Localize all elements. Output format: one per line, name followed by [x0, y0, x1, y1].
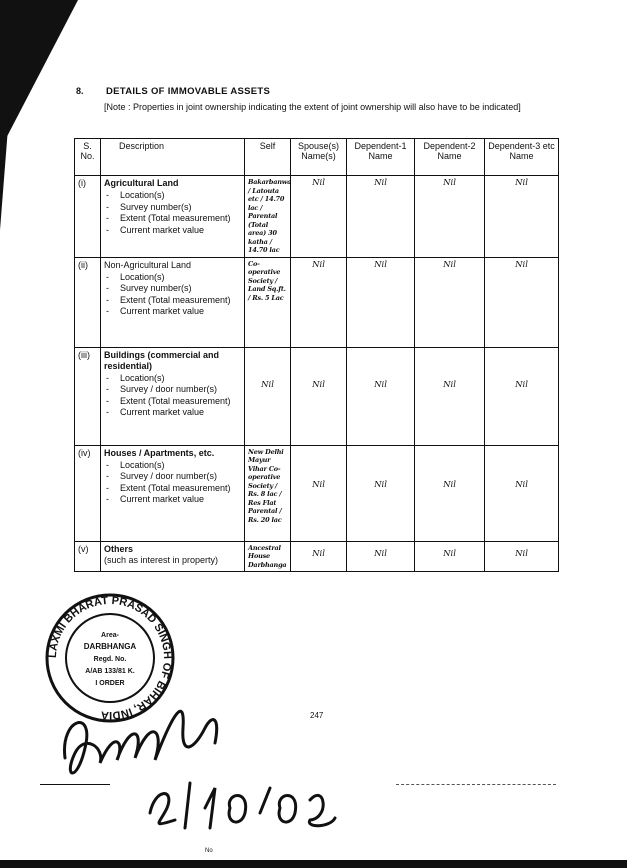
signature-line-right — [396, 784, 556, 785]
table-row — [75, 347, 559, 445]
dependent-3-value: Nil — [485, 176, 559, 258]
row-description — [101, 347, 245, 445]
sub-item: - Location(s) — [104, 373, 241, 385]
row-heading: Others — [104, 543, 134, 554]
seal-line: Regd. No. — [93, 656, 127, 663]
row-description — [101, 176, 245, 258]
row-number: (v) — [75, 541, 101, 572]
table-row — [75, 445, 559, 541]
section-title: DETAILS OF IMMOVABLE ASSETS — [106, 86, 271, 97]
signature-stroke — [65, 711, 217, 773]
dependent-2-value: Nil — [415, 176, 485, 258]
header-sno: S. No. — [75, 139, 101, 176]
dependent-3-value: Nil — [485, 257, 559, 347]
seal-line: DARBHANGA — [83, 642, 137, 651]
seal-line: A/AB 133/81 K. — [85, 668, 135, 675]
row-number: (i) — [75, 176, 101, 258]
dependent-2-value: Nil — [415, 257, 485, 347]
self-value: Co-operative Society / Land Sq.ft. / Rs. 5 Lac — [245, 257, 291, 347]
scan-edge-shadow — [0, 0, 18, 230]
seal-outer-text: LAXMI BHARAT PRASAD SINGH OF BIHAR, INDIA — [46, 594, 174, 722]
dependent-1-value: Nil — [347, 445, 415, 541]
spouse-value: Nil — [291, 445, 347, 541]
table-row — [75, 176, 559, 258]
header-self: Self — [245, 139, 291, 176]
header-dependent-2: Dependent-2 Name — [415, 139, 485, 176]
row-subtext: (such as interest in property) — [104, 554, 219, 565]
spouse-value: Nil — [291, 176, 347, 258]
section-number: 8. — [76, 86, 84, 96]
row-description — [101, 541, 245, 572]
footer-mark: No — [205, 848, 213, 854]
sub-item: - Current market value — [104, 306, 241, 318]
dependent-1-value: Nil — [347, 541, 415, 572]
self-value: Ancestral House Darbhanga — [245, 541, 291, 572]
handwritten-signature — [55, 688, 345, 838]
table-header-row — [75, 139, 559, 176]
row-heading: Houses / Apartments, etc. — [104, 447, 215, 458]
row-number: (iii) — [75, 347, 101, 445]
row-description — [101, 257, 245, 347]
table-row — [75, 257, 559, 347]
dependent-1-value: Nil — [347, 347, 415, 445]
sub-item: - Survey number(s) — [104, 202, 241, 214]
sub-item: - Location(s) — [104, 272, 241, 284]
sub-item: - Location(s) — [104, 460, 241, 472]
seal-line: I ORDER — [95, 680, 125, 687]
dependent-2-value: Nil — [415, 541, 485, 572]
dependent-1-value: Nil — [347, 176, 415, 258]
sub-item: - Extent (Total measurement) — [104, 295, 241, 307]
sub-item: - Current market value — [104, 225, 241, 237]
sub-item: - Survey number(s) — [104, 283, 241, 295]
dependent-2-value: Nil — [415, 445, 485, 541]
sub-item: - Extent (Total measurement) — [104, 483, 241, 495]
seal-line: Area- — [101, 632, 119, 639]
scan-bottom-edge — [0, 860, 627, 868]
row-description — [101, 445, 245, 541]
header-description: Description — [101, 139, 245, 176]
sub-item: - Survey / door number(s) — [104, 384, 241, 396]
dependent-3-value: Nil — [485, 541, 559, 572]
row-heading: Non-Agricultural Land — [104, 259, 192, 270]
spouse-value: Nil — [291, 541, 347, 572]
signature-date-stroke — [150, 783, 335, 828]
section-note: [Note : Properties in joint ownership indicating the extent of joint ownership will also have to be indicated] — [104, 102, 521, 112]
header-dependent-3: Dependent-3 etc Name — [485, 139, 559, 176]
spouse-value: Nil — [291, 347, 347, 445]
sub-item: - Location(s) — [104, 190, 241, 202]
signature-date: 24/10/05 — [205, 818, 210, 819]
header-spouse: Spouse(s) Name(s) — [291, 139, 347, 176]
dependent-1-value: Nil — [347, 257, 415, 347]
sub-item: - Survey / door number(s) — [104, 471, 241, 483]
row-number: (iv) — [75, 445, 101, 541]
sub-item: - Current market value — [104, 494, 241, 506]
row-heading: Agricultural Land — [104, 178, 179, 188]
sub-item: - Extent (Total measurement) — [104, 213, 241, 225]
dependent-3-value: Nil — [485, 445, 559, 541]
sub-item: - Extent (Total measurement) — [104, 396, 241, 408]
header-dependent-1: Dependent-1 Name — [347, 139, 415, 176]
self-value: New Delhi Mayur Vihar Co-operative Society / Rs. 8 lac / Res Flat Parental / Rs. 20 lac — [245, 445, 291, 541]
row-heading: Buildings (commercial and residential) — [104, 349, 220, 371]
dependent-3-value: Nil — [485, 347, 559, 445]
sub-item: - Current market value — [104, 407, 241, 419]
page-number: 247 — [310, 711, 324, 720]
dependent-2-value: Nil — [415, 347, 485, 445]
self-value: Bakarbanwa / Latouta etc / 14.70 lac / Parental (Total area) 30 katha / 14.70 lac — [245, 176, 291, 258]
signature-line-left — [40, 784, 110, 785]
self-value: Nil — [245, 347, 291, 445]
row-number: (ii) — [75, 257, 101, 347]
spouse-value: Nil — [291, 257, 347, 347]
signature-name: Dr. Gayatri — [205, 750, 211, 751]
immovable-assets-table — [74, 138, 559, 572]
table-row — [75, 541, 559, 572]
